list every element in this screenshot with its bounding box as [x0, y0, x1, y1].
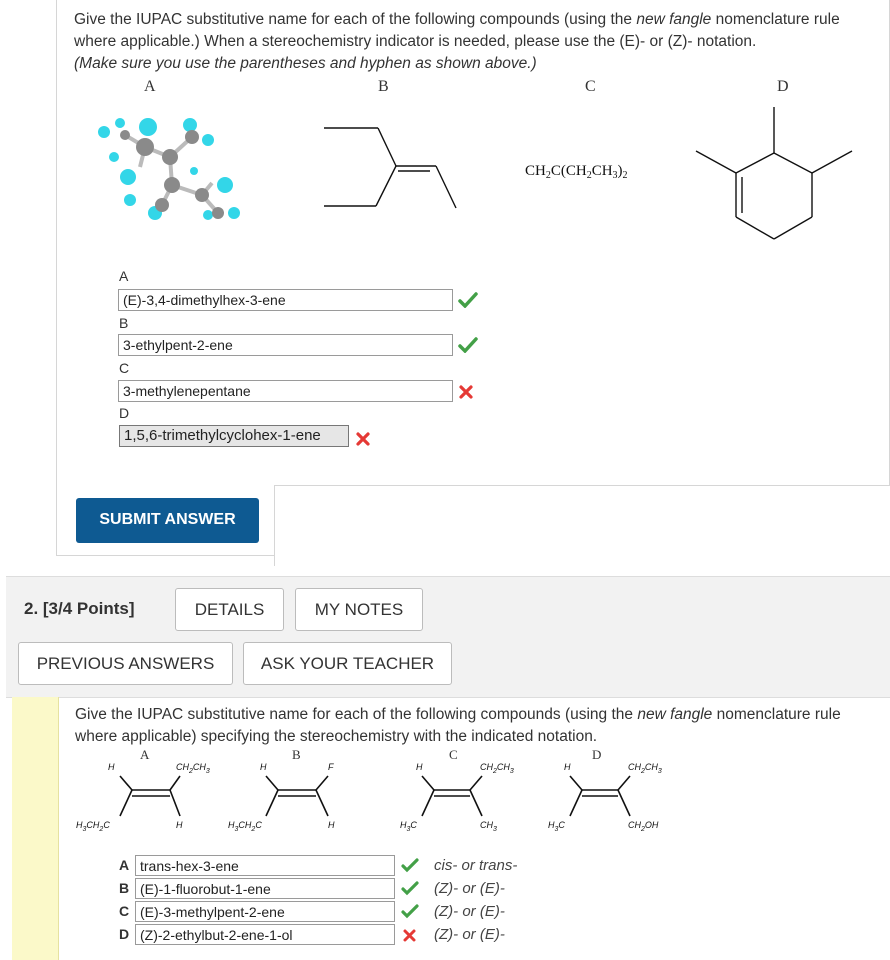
q2-hint-c: (Z)- or (E)-	[434, 903, 505, 920]
d-bottom-right-group: $CH_2OH$	[628, 820, 659, 833]
structure-label-c: C	[585, 78, 596, 95]
b-top-right-group: F	[328, 762, 334, 772]
check-icon	[458, 337, 478, 353]
submit-answer-button[interactable]: SUBMIT ANSWER	[76, 498, 259, 543]
q2-answer-d-input[interactable]: (Z)-2-ethylbut-2-ene-1-ol	[135, 924, 395, 945]
b-bottom-left-group: $H_3CH_2C$	[228, 820, 262, 833]
q2-answer-c-label: C	[119, 903, 130, 919]
c-bottom-right-group: $CH_3$	[480, 820, 497, 833]
q2-answer-b-label: B	[119, 880, 130, 896]
a-top-right-group: $CH_2CH_3$	[176, 762, 210, 775]
d-top-right-group: $CH_2CH_3$	[628, 762, 662, 775]
question-2-points: 2. [3/4 Points]	[24, 599, 135, 618]
q1-text-start: Give the IUPAC substitutive name for each of the following compounds (using the	[74, 11, 637, 28]
d-top-left-group: H	[564, 762, 571, 772]
q2-structure-label-c: C	[449, 747, 458, 762]
q1-text-end: nomenclature rule where applicable.) When a stereochemistry indicator is needed, please use the (E)- or (Z)- notation.	[74, 11, 840, 50]
q2-text-emphasis: new fangle	[637, 706, 713, 723]
cross-icon	[458, 384, 474, 400]
q2-text-start: Give the IUPAC substitutive name for each of the following compounds (using the	[75, 706, 638, 723]
q2-structure-label-b: B	[292, 747, 301, 762]
q2-structure-label-d: D	[592, 747, 602, 762]
ball-and-stick-model-a	[90, 105, 250, 235]
d-bottom-left-group: $H_3C$	[548, 820, 565, 833]
answer-d-input[interactable]: 1,5,6-trimethylcyclohex-1-ene	[119, 425, 349, 447]
check-icon	[401, 881, 419, 896]
c-bottom-left-group: $H_3C$	[400, 820, 417, 833]
q2-structure-label-a: A	[140, 747, 150, 762]
b-top-left-group: H	[260, 762, 267, 772]
b-bottom-right-group: H	[328, 820, 335, 830]
q1-text-emphasis: new fangle	[636, 11, 712, 28]
q2-answer-d-label: D	[119, 926, 130, 942]
my-notes-button[interactable]: MY NOTES	[295, 588, 423, 631]
answer-b-label: B	[119, 315, 129, 331]
c-top-right-group: $CH_2CH_3$	[480, 762, 514, 775]
q2-alkene-structures	[70, 760, 690, 835]
c-top-left-group: H	[416, 762, 423, 772]
answer-d-label: D	[119, 405, 130, 421]
check-icon	[458, 292, 478, 308]
q2-answer-b-input[interactable]: (E)-1-fluorobut-1-ene	[135, 878, 395, 899]
a-bottom-right-group: H	[176, 820, 183, 830]
question-2-side-marker	[12, 697, 59, 960]
answer-c-input[interactable]: 3-methylenepentane	[118, 380, 453, 402]
answer-a-input[interactable]: (E)-3,4-dimethylhex-3-ene	[118, 289, 453, 311]
cross-icon	[355, 431, 371, 447]
cross-icon	[402, 928, 417, 943]
q2-answer-a-input[interactable]: trans-hex-3-ene	[135, 855, 395, 876]
check-icon	[401, 904, 419, 919]
a-top-left-group: H	[108, 762, 115, 772]
q2-hint-d: (Z)- or (E)-	[434, 926, 505, 943]
q2-hint-b: (Z)- or (E)-	[434, 880, 505, 897]
q1-note: (Make sure you use the parentheses and hyphen as shown above.)	[74, 55, 537, 72]
answer-c-label: C	[119, 360, 130, 376]
q2-text-end: nomenclature rule where applicable) specifying the stereochemistry with the indicated notation.	[75, 706, 841, 745]
check-icon	[401, 858, 419, 873]
condensed-formula-c: $CH_2C(CH_2CH_3)_2$	[525, 163, 628, 181]
structure-label-a: A	[144, 78, 156, 95]
structure-label-d: D	[777, 78, 789, 95]
q2-answer-c-input[interactable]: (E)-3-methylpent-2-ene	[135, 901, 395, 922]
skeletal-structure-b	[318, 122, 468, 214]
structure-label-b: B	[378, 78, 389, 95]
skeletal-structure-d	[690, 105, 860, 245]
details-button[interactable]: DETAILS	[175, 588, 284, 631]
a-bottom-left-group: $H_3CH_2C$	[76, 820, 110, 833]
ask-your-teacher-button[interactable]: ASK YOUR TEACHER	[243, 642, 452, 685]
question-1-text	[74, 9, 874, 75]
answer-a-label: A	[119, 268, 129, 284]
answer-b-input[interactable]: 3-ethylpent-2-ene	[118, 334, 453, 356]
card-divider	[274, 485, 890, 566]
q2-hint-a: cis- or trans-	[434, 857, 518, 874]
q2-answer-a-label: A	[119, 857, 130, 873]
previous-answers-button[interactable]: PREVIOUS ANSWERS	[18, 642, 233, 685]
question-2-text	[75, 704, 880, 748]
question-1-card	[56, 0, 890, 556]
